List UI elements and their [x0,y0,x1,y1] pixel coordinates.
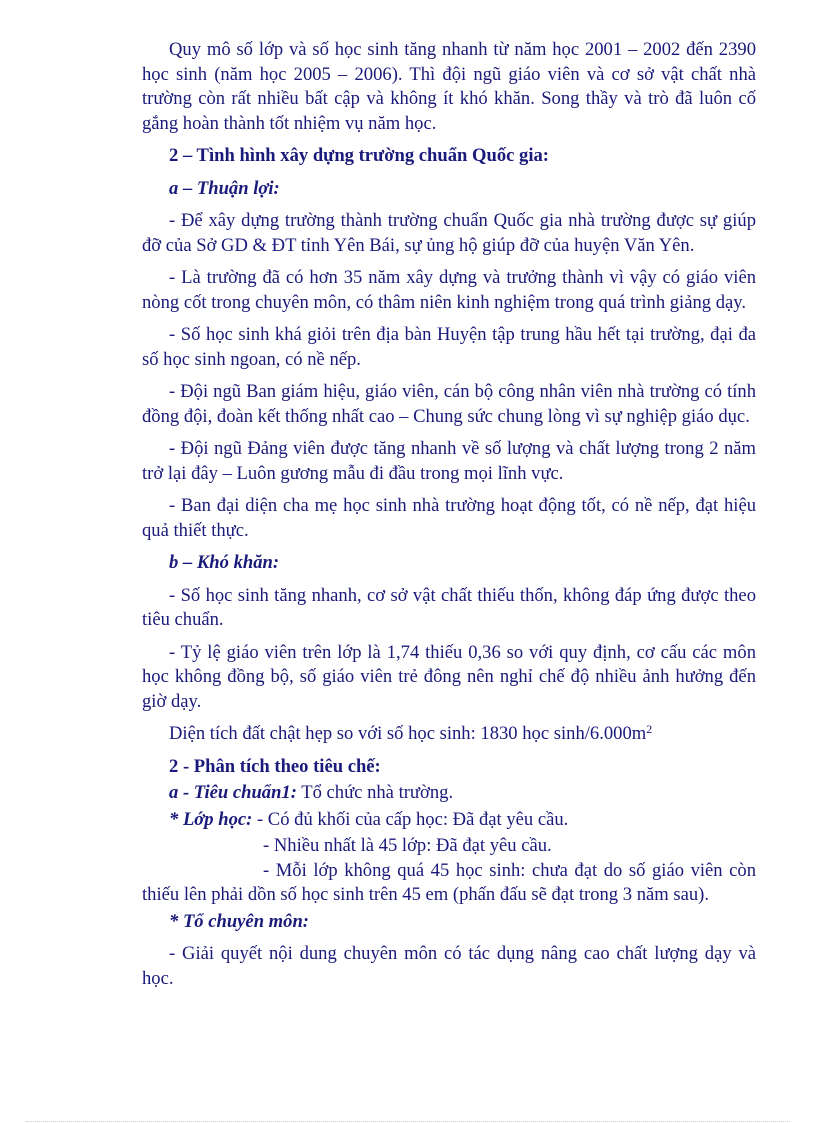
area-statement [142,722,756,747]
area-superscript: 2 [646,722,653,736]
class-line-1-text: - Có đủ khối của cấp học: Đã đạt yêu cầu. [252,808,569,830]
area-text: Diện tích đất chật hẹp so với số học sinh: 1830 học sinh/6.000m [169,723,647,744]
paragraph-intro: Quy mô số lớp và số học sinh tăng nhanh từ năm học 2001 – 2002 đến 2390 học sinh (năm học 2005 – 2006). Thì đội ngũ giáo viên và cơ sở vật chất nhà trường còn rất nhiều bất cập và không ít khó khăn. Song thầy và trò đã luôn cố gắng hoàn thành tốt nhiệm vụ năm học. [142,39,756,134]
heading-building-standard-school: 2 – Tình hình xây dựng trường chuẩn Quốc gia: [169,145,549,166]
document-body [142,38,756,999]
standard-1-line [142,781,756,806]
class-line-3: - Mỗi lớp không quá 45 học sinh: chưa đạt do số giáo viên còn thiếu lên phải dồn số học sinh trên 45 em (phấn đấu sẽ đạt trong 3 năm sau). [142,859,756,905]
class-line-1 [142,808,756,833]
advantage-item: - Đội ngũ Ban giám hiệu, giáo viên, cán bộ công nhân viên nhà trường có tính đồng đội, đoàn kết thống nhất cao – Chung sức chung lòng vì sự nghiệp giáo dục. [142,381,756,427]
heading-criteria-analysis: 2 - Phân tích theo tiêu chế: [169,755,381,777]
subheading-department: * Tổ chuyên môn: [169,910,309,932]
standard-1-label: a - Tiêu chuẩn1: [169,782,297,803]
advantage-item: - Là trường đã có hơn 35 năm xây dựng và trưởng thành vì vậy có giáo viên nòng cốt trong chuyên môn, có thâm niên kinh nghiệm trong quá trình giảng dạy. [142,267,756,313]
advantage-item: - Ban đại diện cha mẹ học sinh nhà trường hoạt động tốt, có nề nếp, đạt hiệu quả thiết thực. [142,495,756,541]
standard-1-text: Tổ chức nhà trường. [296,782,454,803]
subheading-difficulties: b – Khó khăn: [169,552,280,573]
class-line-2: - Nhiều nhất là 45 lớp: Đã đạt yêu cầu. [263,835,552,856]
class-label: * Lớp học: [169,808,253,830]
difficulty-item: - Tỷ lệ giáo viên trên lớp là 1,74 thiếu 0,36 so với quy định, cơ cấu các môn học không đồng bộ, số giáo viên trẻ đông nên nghỉ chế độ nhiều ảnh hưởng đến giờ dạy. [142,641,756,712]
page-bottom-rule [26,1121,790,1122]
advantage-item: - Đội ngũ Đảng viên được tăng nhanh về số lượng và chất lượng trong 2 năm trở lại đây – Luôn gương mẫu đi đầu trong mọi lĩnh vực. [142,438,756,484]
advantage-item: - Để xây dựng trường thành trường chuẩn Quốc gia nhà trường được sự giúp đỡ của Sở GD & ĐT tỉnh Yên Bái, sự ủng hộ giúp đỡ của huyện Văn Yên. [142,210,756,256]
difficulty-item: - Số học sinh tăng nhanh, cơ sở vật chất thiếu thốn, không đáp ứng được theo tiêu chuẩn. [142,584,756,630]
subheading-advantages: a – Thuận lợi: [169,177,280,199]
advantage-item: - Số học sinh khá giỏi trên địa bàn Huyện tập trung hầu hết tại trường, đại đa số học sinh ngoan, có nề nếp. [142,324,756,370]
department-line-1: - Giải quyết nội dung chuyên môn có tác dụng nâng cao chất lượng dạy và học. [142,943,756,989]
